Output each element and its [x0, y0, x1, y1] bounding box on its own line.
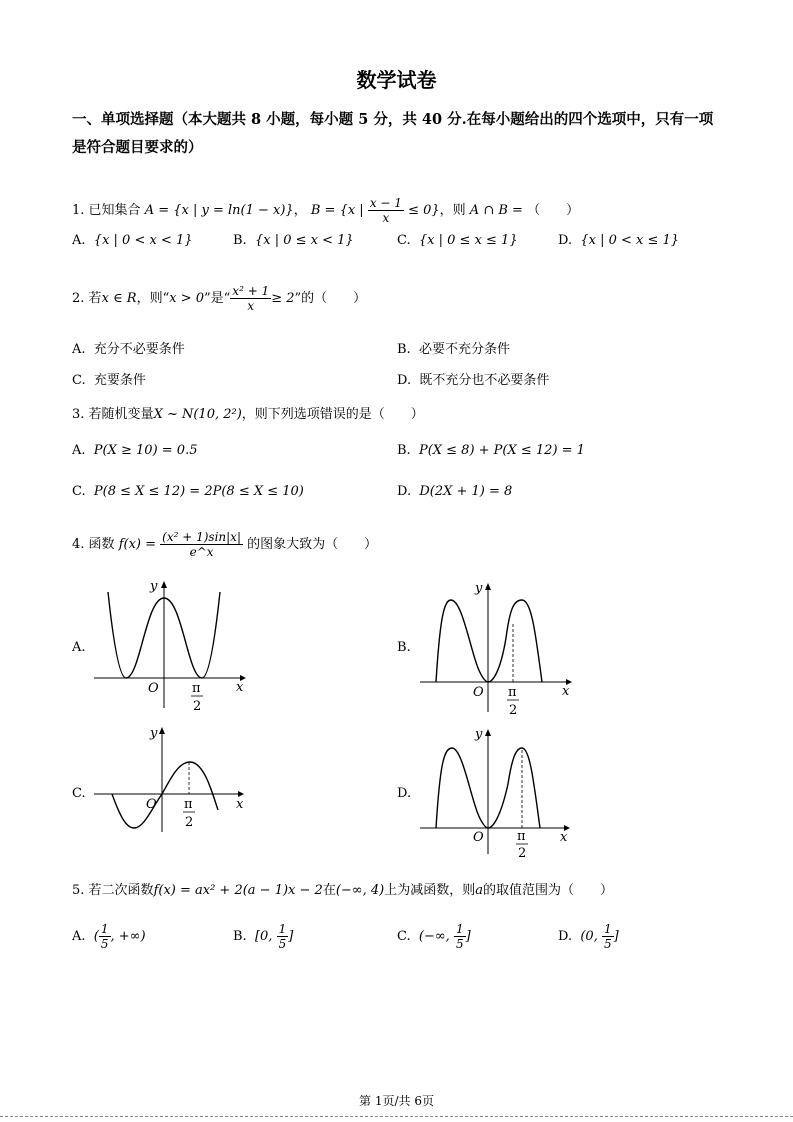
y-axis-arrow: [485, 583, 491, 590]
q5-interval: (−∞, 4): [335, 883, 385, 898]
option-text: 充分不必要条件: [93, 342, 185, 357]
option-label: A.: [72, 443, 86, 458]
option-label: B.: [397, 443, 411, 458]
option-text: {x | 0 ≤ x < 1}: [254, 233, 354, 248]
x-label: x: [560, 830, 568, 845]
question-5: [72, 879, 613, 898]
frac-den: 5: [100, 937, 109, 951]
q4-text-b: 的图象大致为（ ）: [247, 537, 378, 552]
q4-option-b-label[interactable]: B.: [397, 640, 411, 655]
y-label: y: [150, 726, 158, 741]
q1-expr: A ∩ B =: [469, 203, 523, 218]
x-label: x: [562, 684, 570, 699]
origin-label: O: [146, 797, 157, 812]
option-text: {x | 0 < x ≤ 1}: [580, 233, 680, 248]
x-label: x: [236, 680, 244, 695]
option-fraction: [277, 922, 289, 951]
page-footer: 第 1页/共 6页: [359, 1094, 434, 1108]
q4-frac-num: (x² + 1)sin|x|: [162, 530, 241, 544]
option-left: (0,: [580, 929, 602, 944]
two-label: 2: [518, 846, 527, 860]
frac-num: 1: [278, 922, 287, 936]
question-4: [72, 530, 377, 559]
q4-graph-a[interactable]: [90, 578, 250, 718]
frac-den: 5: [455, 937, 464, 951]
x-label: x: [236, 797, 244, 812]
option-left: (−∞,: [418, 929, 454, 944]
option-left: [0,: [254, 929, 277, 944]
q3-text-b: ，则下列选项错误的是（ ）: [241, 407, 424, 422]
q1-set-b-post: ≤ 0}: [408, 203, 440, 218]
q4-option-d-label[interactable]: D.: [397, 786, 412, 801]
option-text: 充要条件: [93, 373, 146, 388]
q4-graph-d[interactable]: [418, 724, 578, 860]
q2-option-a[interactable]: [72, 338, 185, 357]
q3-option-a[interactable]: [72, 443, 197, 458]
q4-number: 4.: [72, 537, 85, 552]
option-label: D.: [558, 233, 573, 248]
two-label: 2: [509, 703, 518, 718]
q5-text-d: 的取值范围为（ ）: [483, 883, 614, 898]
q5-text-c: 上为减函数，则: [384, 883, 476, 898]
y-axis-arrow: [159, 727, 165, 734]
frac-den: 5: [603, 937, 612, 951]
q1-option-c[interactable]: [397, 233, 518, 248]
q4-option-c-label[interactable]: C.: [72, 786, 86, 801]
q2-text-a: 若: [88, 291, 102, 306]
q5-function: f(x) = ax² + 2(a − 1)x − 2: [153, 883, 323, 898]
q5-text-b: 在: [322, 883, 336, 898]
option-text: P(8 ≤ X ≤ 12) = 2P(8 ≤ X ≤ 10): [93, 484, 304, 499]
q1-frac-den: x: [382, 211, 390, 225]
q5-text-a: 若二次函数: [88, 883, 154, 898]
q4-graph-c[interactable]: [90, 722, 250, 840]
q2-number: 2.: [72, 291, 85, 306]
q4-text-a: 函数: [88, 537, 115, 552]
curve: [112, 762, 218, 828]
option-label: B.: [233, 929, 247, 944]
option-label: D.: [558, 929, 573, 944]
option-text: 既不充分也不必要条件: [419, 373, 550, 388]
option-label: C.: [72, 373, 86, 388]
option-label: A.: [72, 929, 86, 944]
option-text: {x | 0 < x < 1}: [93, 233, 193, 248]
q5-param: a: [475, 883, 484, 898]
q1-comma: ，: [293, 203, 307, 218]
option-left: (: [93, 929, 99, 944]
question-2: [72, 284, 366, 313]
y-label: y: [150, 579, 158, 594]
q1-set-b-pre: B = {x |: [310, 203, 364, 218]
q1-text-a: 已知集合: [88, 203, 141, 218]
q5-option-c[interactable]: [397, 922, 471, 951]
option-label: A.: [72, 233, 86, 248]
q3-distribution: X ~ N(10, 2²): [153, 407, 242, 422]
option-fraction: [602, 922, 614, 951]
q1-frac-num: x − 1: [369, 196, 402, 210]
q1-text-b: ，则: [439, 203, 466, 218]
frac-num: 1: [603, 922, 612, 936]
two-label: 2: [185, 815, 194, 830]
option-right: , +∞): [110, 929, 146, 944]
q1-option-b[interactable]: [233, 233, 354, 248]
q2-option-d[interactable]: [397, 369, 549, 388]
option-fraction: [99, 922, 111, 951]
q4-frac-den: e^x: [189, 545, 214, 559]
y-axis-arrow: [161, 581, 167, 588]
q1-set-b-fraction: [368, 196, 404, 225]
page-title: 数学试卷: [356, 68, 437, 92]
option-label: D.: [397, 373, 412, 388]
option-text: P(X ≥ 10) = 0.5: [93, 443, 198, 458]
footer-divider: [0, 1116, 793, 1117]
q1-number: 1.: [72, 203, 85, 218]
option-text: D(2X + 1) = 8: [419, 484, 513, 499]
origin-label: O: [473, 685, 484, 700]
option-text: {x | 0 ≤ x ≤ 1}: [418, 233, 518, 248]
option-text: P(X ≤ 8) + P(X ≤ 12) = 1: [418, 443, 585, 458]
q1-answer-paren: （ ）: [527, 203, 580, 218]
q2-ge: ≥ 2: [271, 291, 295, 306]
q2-text-b: ，则“: [136, 291, 170, 306]
q2-text-c: ”是“: [204, 291, 231, 306]
q2-text-d: ”的（ ）: [294, 291, 367, 306]
q2-proposition-p: x > 0: [169, 291, 204, 306]
q3-option-c[interactable]: [72, 484, 304, 499]
option-label: B.: [397, 342, 411, 357]
frac-num: 1: [100, 922, 109, 936]
y-axis-arrow: [485, 729, 491, 736]
q3-option-d[interactable]: [397, 484, 512, 499]
q3-text-a: 若随机变量: [88, 407, 154, 422]
option-label: D.: [397, 484, 412, 499]
option-right: ]: [613, 929, 619, 944]
pi-label: π: [508, 685, 517, 700]
q2-option-c[interactable]: [72, 369, 146, 388]
option-label: C.: [397, 929, 411, 944]
q2-condition: x ∈ R: [101, 291, 137, 306]
option-label: B.: [233, 233, 247, 248]
y-label: y: [475, 581, 483, 596]
q4-fraction: [160, 530, 243, 559]
q2-frac-den: x: [247, 299, 255, 313]
two-label: 2: [193, 699, 202, 714]
q5-option-a[interactable]: [72, 922, 146, 951]
q4-graph-b[interactable]: [418, 578, 578, 718]
q5-option-d[interactable]: [558, 922, 619, 951]
origin-label: O: [473, 830, 484, 845]
option-right: ]: [288, 929, 294, 944]
q2-frac-num: x² + 1: [232, 284, 270, 298]
q2-option-b[interactable]: [397, 338, 510, 357]
curve: [436, 600, 542, 682]
q5-option-b[interactable]: [233, 922, 293, 951]
option-label: A.: [72, 342, 86, 357]
option-label: C.: [72, 484, 86, 499]
y-label: y: [475, 727, 483, 742]
q4-option-a-label[interactable]: A.: [72, 640, 86, 655]
question-3: [72, 403, 424, 422]
section-header: 一、单项选择题（本大题共 8 小题，每小题 5 分，共 40 分.在每小题给出的四个选项中，只有一项是符合题目要求的）: [72, 111, 714, 156]
pi-label: π: [517, 829, 526, 844]
q1-option-a[interactable]: [72, 233, 193, 248]
q4-function-name: f(x) =: [118, 537, 157, 552]
q3-number: 3.: [72, 407, 85, 422]
q1-set-a: A = {x | y = ln(1 − x)}: [144, 203, 294, 218]
option-text: 必要不充分条件: [418, 342, 510, 357]
q2-fraction: [230, 284, 271, 313]
origin-label: O: [148, 681, 159, 696]
q1-option-d[interactable]: [558, 233, 679, 248]
question-1: [72, 196, 579, 225]
q5-number: 5.: [72, 883, 85, 898]
q3-option-b[interactable]: [397, 443, 585, 458]
option-fraction: [454, 922, 466, 951]
frac-num: 1: [455, 922, 464, 936]
pi-label: π: [184, 797, 193, 812]
option-right: ]: [465, 929, 471, 944]
frac-den: 5: [278, 937, 287, 951]
pi-label: π: [192, 681, 201, 696]
option-label: C.: [397, 233, 411, 248]
